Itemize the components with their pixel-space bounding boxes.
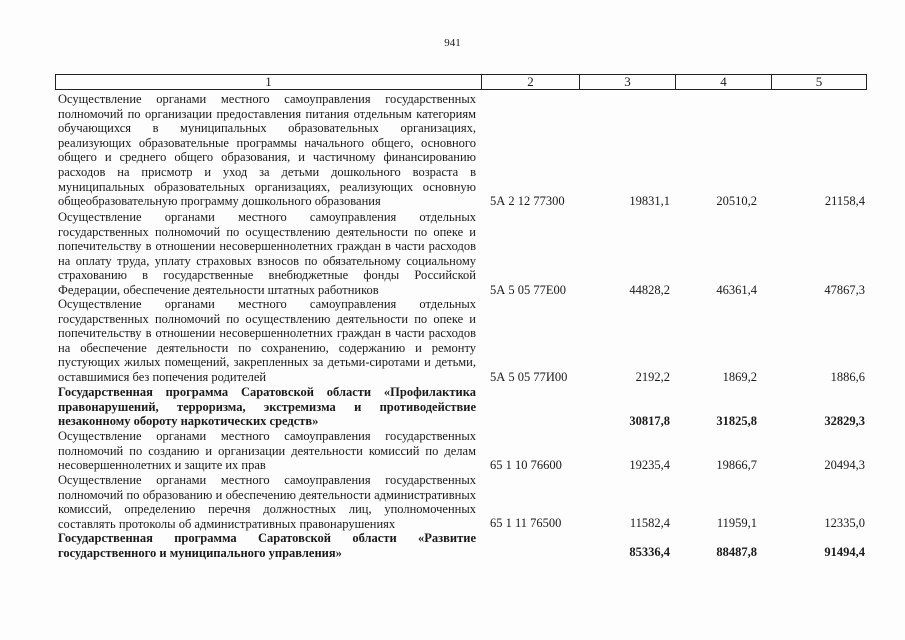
column-header-5: 5 — [772, 75, 867, 90]
row-value-col4: 1869,2 — [722, 370, 757, 384]
page-number: 941 — [444, 37, 461, 49]
row-value-col5: 20494,3 — [824, 458, 865, 472]
row-value-col3: 11582,4 — [629, 516, 670, 530]
row-value-col5: 47867,3 — [824, 283, 865, 297]
row-value-col5: 1886,6 — [830, 370, 865, 384]
row-value-col5: 32829,3 — [824, 414, 865, 428]
column-header-4: 4 — [676, 75, 772, 90]
row-description: Осуществление органами местного самоуправления отдельных государственных полномочий по осуществлению деятельности по опеке и попечительству в отношении несовершеннолетних граждан в части расходов на оплату труда, уплату страховых взносов по обязательному социальному страхованию в государственные внебюджетные фонды Российской Федерации, обеспечение деятельности штатных работников — [58, 210, 476, 297]
table-row — [58, 531, 868, 561]
row-description: Осуществление органами местного самоуправления государственных полномочий по образованию и обеспечению деятельности административных комиссий, определению перечня должностных лиц, уполномоченных составлять протоколы об административных правонарушениях — [58, 473, 476, 531]
table-row — [58, 297, 868, 385]
row-value-col3: 2192,2 — [635, 370, 670, 384]
table-row — [58, 210, 868, 297]
column-header-row — [55, 74, 867, 90]
row-value-col3: 19235,4 — [629, 458, 670, 472]
column-header-1: 1 — [56, 75, 482, 90]
row-value-col5: 12335,0 — [824, 516, 865, 530]
row-description: Осуществление органами местного самоуправления отдельных государственных полномочий по осуществлению деятельности по опеке и попечительству в отношении несовершеннолетних граждан в части расходов на обеспечение деятельности по сохранению, содержанию и ремонту пустующих жилых помещений, закрепленных за детьми-сиротами и детьми, оставшимися без попечения родителей — [58, 297, 476, 384]
row-value-col3: 44828,2 — [629, 283, 670, 297]
row-description: Государственная программа Саратовской области «Развитие государственного и муниципального управления» — [58, 531, 476, 560]
row-value-col3: 30817,8 — [629, 414, 670, 428]
table-row — [58, 92, 868, 210]
table-row — [58, 473, 868, 531]
row-value-col4: 46361,4 — [716, 283, 757, 297]
row-code: 5А 5 05 77Е00 — [490, 283, 567, 297]
row-code: 5А 5 05 77И00 — [490, 370, 568, 384]
row-value-col5: 21158,4 — [824, 194, 865, 208]
table-row — [58, 429, 868, 473]
column-header-2: 2 — [482, 75, 580, 90]
row-code: 65 1 10 76600 — [490, 458, 562, 472]
row-value-col4: 20510,2 — [716, 194, 757, 208]
row-value-col4: 11959,1 — [716, 516, 757, 530]
row-description: Осуществление органами местного самоуправления государственных полномочий по созданию и организации деятельности комиссий по делам несовершеннолетних и защите их прав — [58, 429, 476, 473]
column-header-3: 3 — [580, 75, 676, 90]
row-description: Государственная программа Саратовской области «Профилактика правонарушений, терроризма, экстремизма и противодействие незаконному обороту наркотических средств» — [58, 385, 476, 429]
row-value-col3: 19831,1 — [629, 194, 670, 208]
row-value-col4: 31825,8 — [716, 414, 757, 428]
row-code: 5А 2 12 77300 — [490, 194, 565, 208]
row-value-col4: 19866,7 — [716, 458, 757, 472]
row-value-col5: 91494,4 — [824, 545, 865, 559]
row-description: Осуществление органами местного самоуправления государственных полномочий по организации предоставления питания отдельным категориям обучающихся в муниципальных образовательных организациях, реализующих образовательные программы начального общего, основного общего и среднего общего образования, и частичному финансированию расходов на присмотр и уход за детьми дошкольного возраста в муниципальных образовательных организациях, реализующих основную общеобразовательную программу дошкольного образования — [58, 92, 476, 209]
row-value-col3: 85336,4 — [629, 545, 670, 559]
row-value-col4: 88487,8 — [716, 545, 757, 559]
table-row — [58, 385, 868, 429]
row-code: 65 1 11 76500 — [490, 516, 562, 530]
